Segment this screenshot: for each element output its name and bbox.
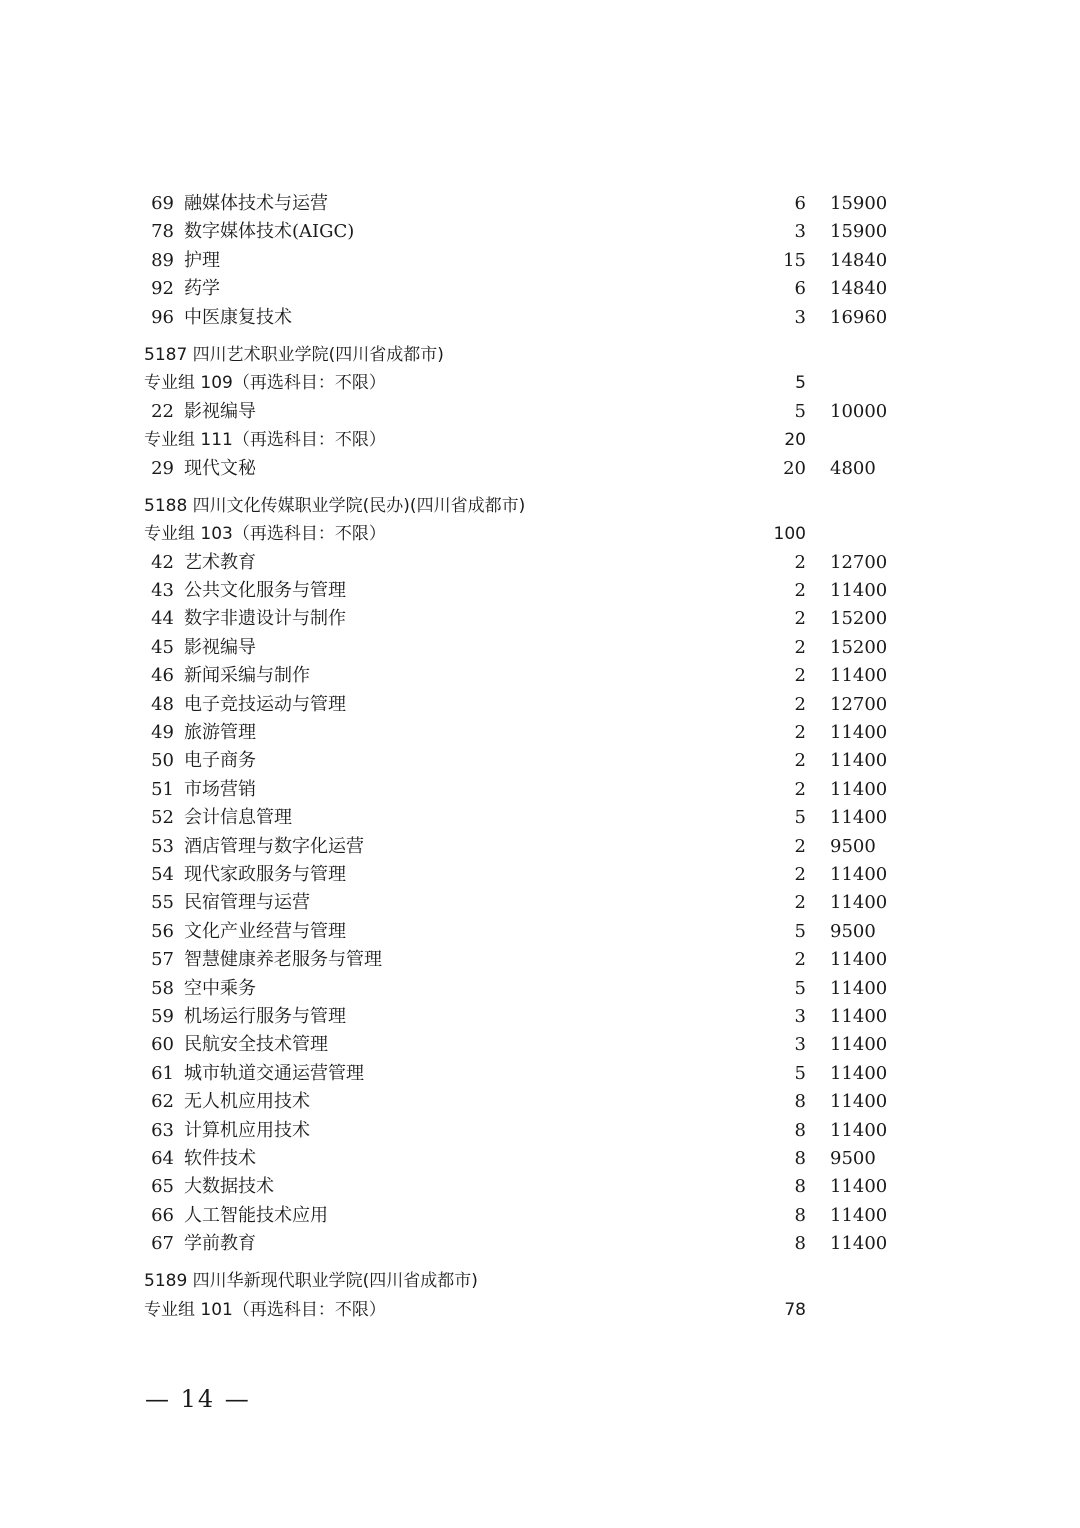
tuition-fee: 15200 <box>830 608 888 630</box>
tuition-fee: 11400 <box>830 1176 888 1198</box>
major-code: 59 <box>151 1005 174 1027</box>
tuition-fee: 11400 <box>830 949 888 971</box>
tuition-fee: 11400 <box>830 750 888 772</box>
major-row <box>0 833 1080 861</box>
major-name: 公共文化服务与管理 <box>184 580 346 602</box>
major-name: 软件技术 <box>184 1147 256 1169</box>
group-title: 专业组 111（再选科目：不限） <box>144 430 386 451</box>
major-name: 会计信息管理 <box>184 807 292 829</box>
major-name: 艺术教育 <box>184 551 256 573</box>
enrollment-count: 5 <box>794 920 806 942</box>
major-name: 大数据技术 <box>184 1176 274 1198</box>
major-row <box>0 398 1080 426</box>
major-name: 人工智能技术应用 <box>184 1204 328 1226</box>
page-number: — 14 — <box>145 1385 251 1413</box>
tuition-fee: 11400 <box>830 1005 888 1027</box>
major-row <box>0 304 1080 332</box>
major-code: 58 <box>151 977 174 999</box>
tuition-fee: 11400 <box>830 1062 888 1084</box>
enrollment-count: 2 <box>794 835 806 857</box>
tuition-fee: 11400 <box>830 863 888 885</box>
tuition-fee: 11400 <box>830 665 888 687</box>
major-row <box>0 1173 1080 1201</box>
major-code: 46 <box>151 665 174 687</box>
enrollment-count: 15 <box>783 249 806 271</box>
major-name: 中医康复技术 <box>184 306 292 328</box>
enrollment-count: 3 <box>794 1005 806 1027</box>
major-code: 49 <box>151 722 174 744</box>
enrollment-count: 2 <box>794 551 806 573</box>
major-row <box>0 549 1080 577</box>
major-row <box>0 975 1080 1003</box>
major-name: 药学 <box>184 278 220 300</box>
major-row <box>0 1088 1080 1116</box>
major-name: 数字非遗设计与制作 <box>184 608 346 630</box>
major-row <box>0 662 1080 690</box>
major-row <box>0 275 1080 303</box>
major-row <box>0 577 1080 605</box>
major-name: 旅游管理 <box>184 722 256 744</box>
major-row <box>0 946 1080 974</box>
major-row <box>0 1003 1080 1031</box>
group-title: 专业组 103（再选科目：不限） <box>144 524 386 545</box>
enrollment-count: 2 <box>794 693 806 715</box>
major-group-header <box>0 369 1080 397</box>
enrollment-count: 3 <box>794 306 806 328</box>
major-code: 67 <box>151 1233 174 1255</box>
major-name: 电子竞技运动与管理 <box>184 693 346 715</box>
major-row <box>0 889 1080 917</box>
enrollment-count: 2 <box>794 892 806 914</box>
school-header <box>0 492 1080 520</box>
enrollment-count: 2 <box>794 949 806 971</box>
major-code: 42 <box>151 551 174 573</box>
major-row <box>0 804 1080 832</box>
tuition-fee: 15200 <box>830 636 888 658</box>
enrollment-count: 2 <box>794 665 806 687</box>
group-title: 专业组 109（再选科目：不限） <box>144 373 386 394</box>
major-name: 民宿管理与运营 <box>184 892 310 914</box>
enrollment-count: 8 <box>794 1119 806 1141</box>
major-row <box>0 691 1080 719</box>
enrollment-count: 2 <box>794 863 806 885</box>
tuition-fee: 11400 <box>830 722 888 744</box>
tuition-fee: 11400 <box>830 1034 888 1056</box>
major-code: 92 <box>151 278 174 300</box>
tuition-fee: 9500 <box>830 1147 876 1169</box>
major-code: 45 <box>151 636 174 658</box>
enrollment-count: 5 <box>794 807 806 829</box>
group-count: 78 <box>784 1299 806 1320</box>
major-name: 智慧健康养老服务与管理 <box>184 949 382 971</box>
major-name: 民航安全技术管理 <box>184 1034 328 1056</box>
major-code: 29 <box>151 457 174 479</box>
major-code: 66 <box>151 1204 174 1226</box>
major-code: 78 <box>151 221 174 243</box>
major-code: 57 <box>151 949 174 971</box>
group-title: 专业组 101（再选科目：不限） <box>144 1299 386 1320</box>
major-code: 48 <box>151 693 174 715</box>
major-row <box>0 747 1080 775</box>
major-row <box>0 719 1080 747</box>
school-header <box>0 341 1080 369</box>
major-name: 计算机应用技术 <box>184 1119 310 1141</box>
major-name: 现代文秘 <box>184 457 256 479</box>
major-code: 44 <box>151 608 174 630</box>
major-name: 护理 <box>184 249 220 271</box>
major-code: 96 <box>151 306 174 328</box>
enrollment-count: 20 <box>783 457 806 479</box>
enrollment-count: 3 <box>794 1034 806 1056</box>
major-code: 51 <box>151 778 174 800</box>
major-row <box>0 190 1080 218</box>
group-count: 20 <box>784 430 806 451</box>
major-name: 文化产业经营与管理 <box>184 920 346 942</box>
major-row <box>0 1117 1080 1145</box>
major-row <box>0 247 1080 275</box>
tuition-fee: 14840 <box>830 278 888 300</box>
major-group-header <box>0 426 1080 454</box>
major-code: 22 <box>151 400 174 422</box>
tuition-fee: 11400 <box>830 807 888 829</box>
tuition-fee: 4800 <box>830 457 876 479</box>
tuition-fee: 11400 <box>830 892 888 914</box>
major-name: 影视编导 <box>184 636 256 658</box>
tuition-fee: 12700 <box>830 693 888 715</box>
major-name: 融媒体技术与运营 <box>184 193 328 214</box>
major-name: 新闻采编与制作 <box>184 665 310 687</box>
major-code: 64 <box>151 1147 174 1169</box>
major-name: 数字媒体技术(AIGC) <box>184 221 355 243</box>
major-code: 62 <box>151 1091 174 1113</box>
major-code: 54 <box>151 863 174 885</box>
enrollment-count: 5 <box>794 1062 806 1084</box>
major-code: 52 <box>151 807 174 829</box>
major-row <box>0 1060 1080 1088</box>
enrollment-count: 5 <box>794 400 806 422</box>
major-name: 学前教育 <box>184 1233 256 1255</box>
tuition-fee: 9500 <box>830 835 876 857</box>
major-code: 50 <box>151 750 174 772</box>
group-count: 100 <box>773 524 806 545</box>
major-name: 影视编导 <box>184 400 256 422</box>
major-code: 89 <box>151 249 174 271</box>
major-row <box>0 218 1080 246</box>
school-title: 5188 四川文化传媒职业学院(民办)(四川省成都市) <box>144 495 526 516</box>
major-row <box>0 455 1080 483</box>
enrollment-count: 3 <box>794 221 806 243</box>
tuition-fee: 15900 <box>830 221 888 243</box>
major-group-header <box>0 520 1080 548</box>
enrollment-count: 2 <box>794 636 806 658</box>
enrollment-count: 8 <box>794 1091 806 1113</box>
tuition-fee: 16960 <box>830 306 888 328</box>
tuition-fee: 11400 <box>830 1091 888 1113</box>
major-name: 无人机应用技术 <box>184 1091 310 1113</box>
major-code: 61 <box>151 1062 174 1084</box>
enrollment-count: 2 <box>794 722 806 744</box>
enrollment-count: 8 <box>794 1204 806 1226</box>
tuition-fee: 10000 <box>830 400 888 422</box>
major-name: 城市轨道交通运营管理 <box>184 1062 364 1084</box>
tuition-fee: 11400 <box>830 1119 888 1141</box>
enrollment-count: 8 <box>794 1176 806 1198</box>
enrollment-count: 2 <box>794 580 806 602</box>
major-code: 69 <box>151 193 174 214</box>
major-group-header <box>0 1296 1080 1324</box>
major-name: 机场运行服务与管理 <box>184 1005 346 1027</box>
tuition-fee: 11400 <box>830 1204 888 1226</box>
school-title: 5187 四川艺术职业学院(四川省成都市) <box>144 344 444 365</box>
enrollment-count: 5 <box>794 977 806 999</box>
enrollment-count: 2 <box>794 778 806 800</box>
major-row <box>0 1145 1080 1173</box>
tuition-fee: 12700 <box>830 551 888 573</box>
major-row <box>0 1031 1080 1059</box>
major-code: 56 <box>151 920 174 942</box>
major-row <box>0 861 1080 889</box>
tuition-fee: 11400 <box>830 1233 888 1255</box>
major-row <box>0 918 1080 946</box>
major-code: 43 <box>151 580 174 602</box>
tuition-fee: 14840 <box>830 249 888 271</box>
major-code: 53 <box>151 835 174 857</box>
document-body <box>0 190 1080 1324</box>
major-name: 空中乘务 <box>184 977 256 999</box>
enrollment-count: 8 <box>794 1147 806 1169</box>
major-row <box>0 634 1080 662</box>
major-code: 65 <box>151 1176 174 1198</box>
enrollment-count: 2 <box>794 750 806 772</box>
tuition-fee: 15900 <box>830 193 888 214</box>
major-code: 55 <box>151 892 174 914</box>
enrollment-count: 6 <box>794 193 806 214</box>
school-header <box>0 1267 1080 1295</box>
major-name: 酒店管理与数字化运营 <box>184 835 364 857</box>
major-name: 市场营销 <box>184 778 256 800</box>
major-row <box>0 776 1080 804</box>
major-name: 现代家政服务与管理 <box>184 863 346 885</box>
major-code: 60 <box>151 1034 174 1056</box>
tuition-fee: 11400 <box>830 580 888 602</box>
tuition-fee: 9500 <box>830 920 876 942</box>
group-count: 5 <box>795 373 806 394</box>
major-code: 63 <box>151 1119 174 1141</box>
enrollment-count: 6 <box>794 278 806 300</box>
school-title: 5189 四川华新现代职业学院(四川省成都市) <box>144 1271 478 1292</box>
major-row <box>0 605 1080 633</box>
tuition-fee: 11400 <box>830 778 888 800</box>
major-row <box>0 1230 1080 1258</box>
tuition-fee: 11400 <box>830 977 888 999</box>
enrollment-count: 8 <box>794 1233 806 1255</box>
major-row <box>0 1202 1080 1230</box>
major-name: 电子商务 <box>184 750 256 772</box>
enrollment-count: 2 <box>794 608 806 630</box>
